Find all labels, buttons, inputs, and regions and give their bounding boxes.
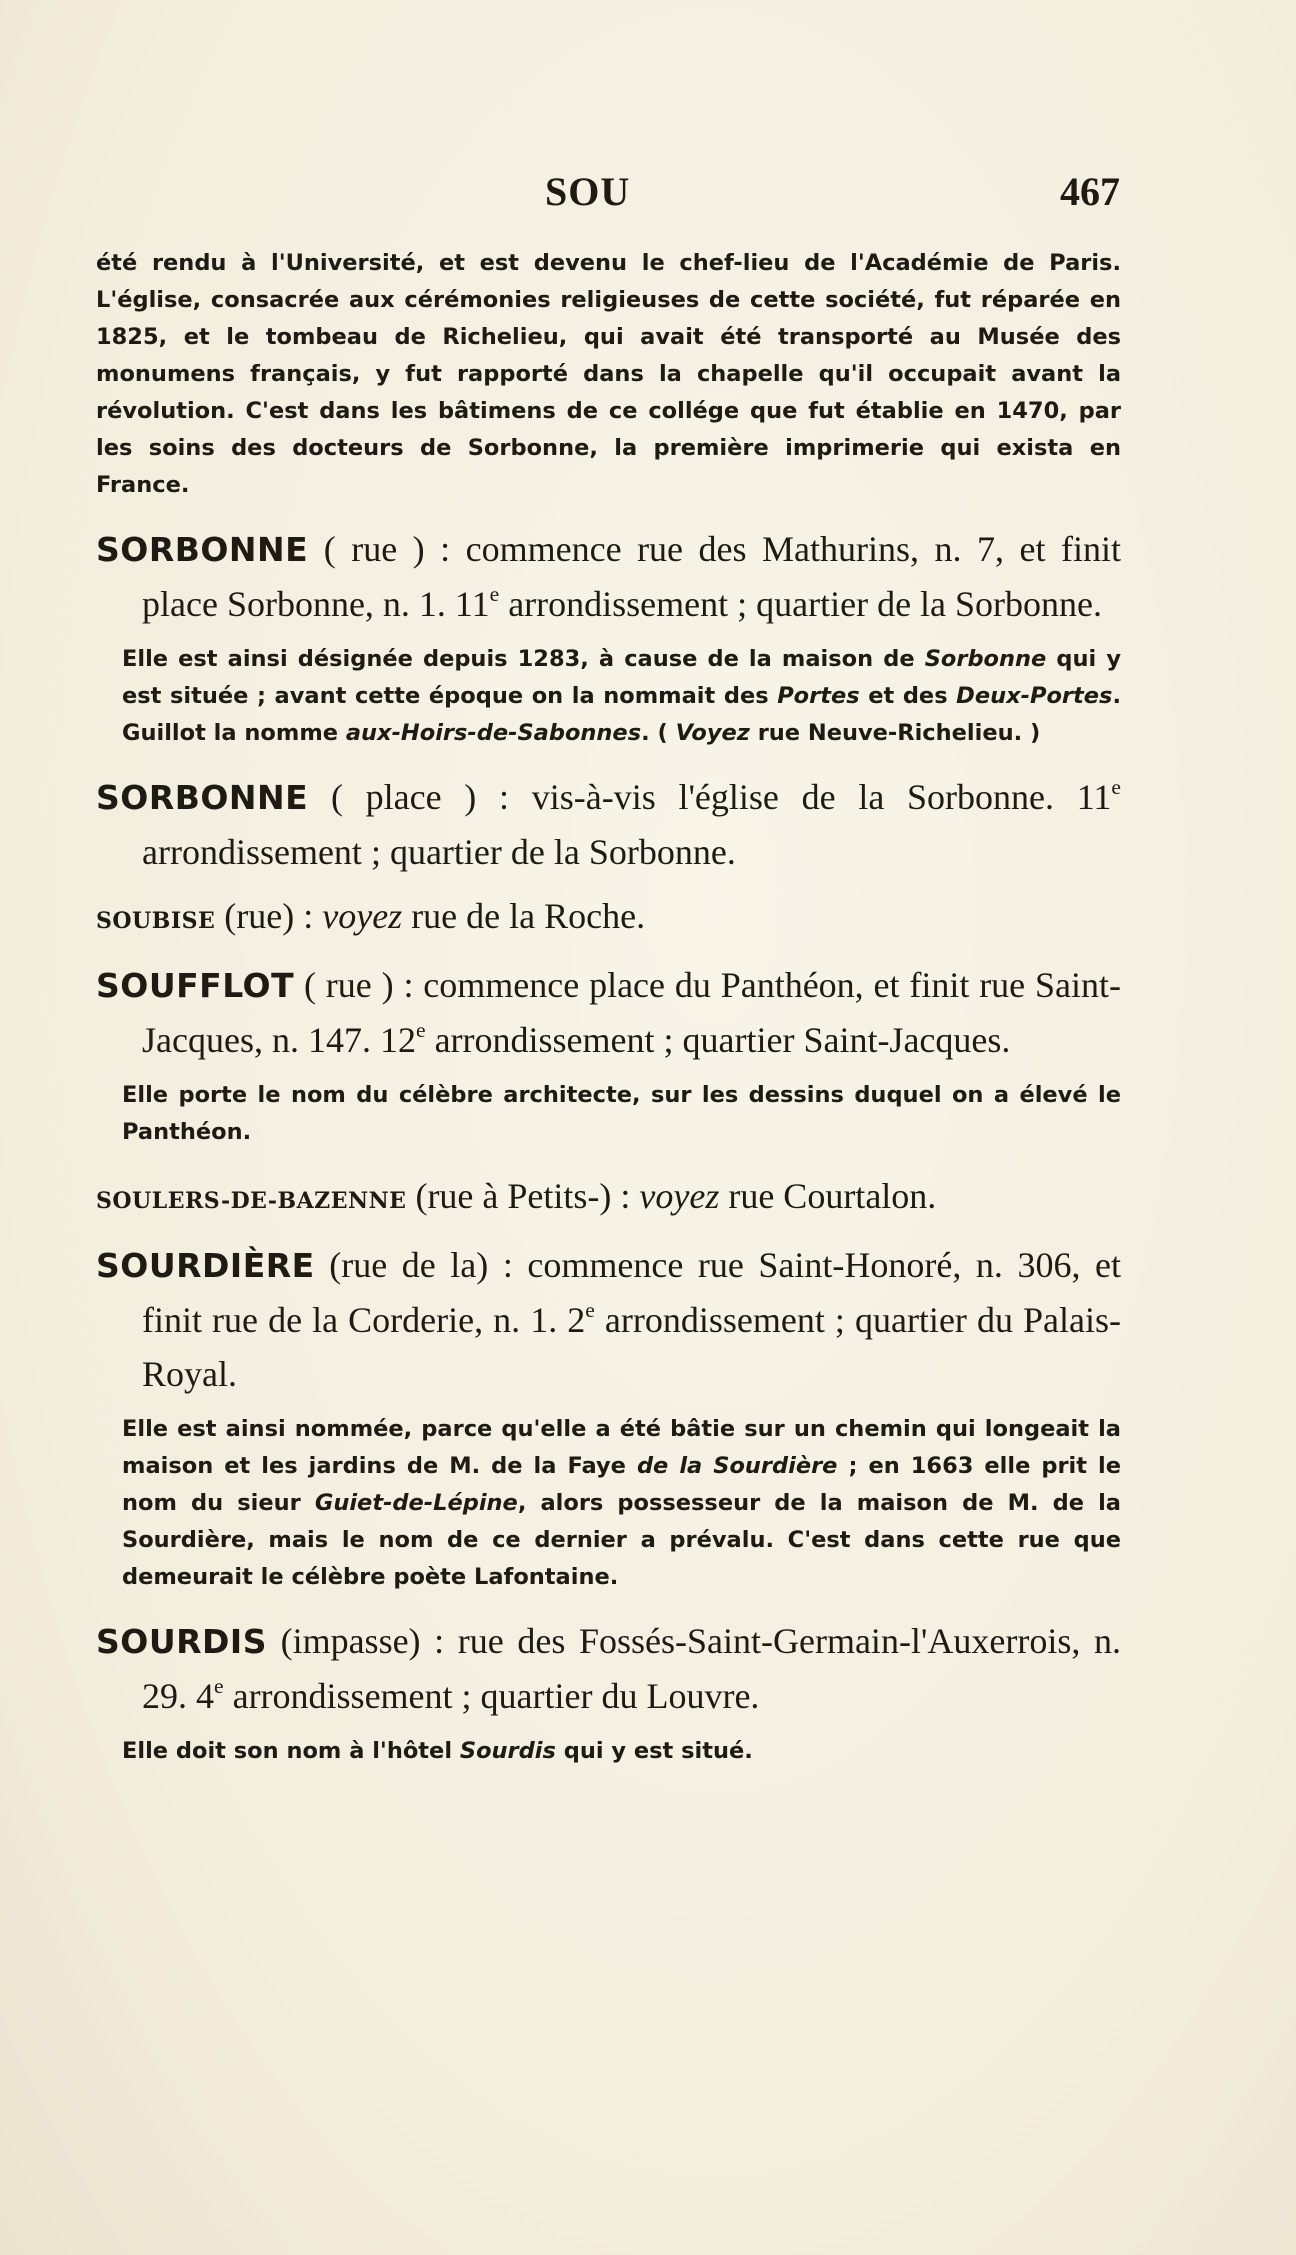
entry-note: Elle doit son nom à l'hôtel Sourdis qui y est situé. — [122, 1738, 753, 1764]
entry-headword: SOURDIS — [96, 1622, 267, 1661]
entry-sorbonne-place: SORBONNE ( place ) : vis-à-vis l'église de la Sorbonne. 11e arrondissement ; quartier de la Sorbonne. — [96, 774, 1121, 872]
entry-headword: SOUFFLOT — [96, 966, 295, 1005]
entry-sourdis: SOURDIS (impasse) : rue des Fossés-Saint-Germain-l'Auxerrois, n. 29. 4e arrondissement ; quartier du Louvre. — [96, 1621, 1121, 1716]
entry-note: Elle est ainsi désignée depuis 1283, à cause de la maison de Sorbonne qui y est située ; avant cette époque on la nommait des Portes et des Deux-Portes. Guillot la nomme aux-Hoirs-de-Sabonnes. ( Voyez rue Neuve-Richelieu. ) — [122, 646, 1122, 746]
entry-sourdiere: SOURDIÈRE (rue de la) : commence rue Saint-Honoré, n. 306, et finit rue de la Corderie, n. 1. 2e arrondissement ; quartier du Palais-Royal. — [96, 1245, 1121, 1394]
page-body — [96, 245, 1121, 1770]
entry-note: Elle est ainsi nommée, parce qu'elle a été bâtie sur un chemin qui longeait la maison et les jardins de M. de la Faye de la Sourdière ; en 1663 elle prit le nom du sieur Guiet-de-Lépine, alors possesseur de la maison de M. de la Sourdière, mais le nom de ce dernier a prévalu. C'est dans cette rue que demeurait le célèbre poète Lafontaine. — [122, 1416, 1122, 1590]
entry-note: Elle porte le nom du célèbre architecte, sur les dessins duquel on a élevé le Panthéon. — [122, 1082, 1121, 1145]
entry-soulers-de-bazenne: SOULERS-DE-BAZENNE (rue à Petits-) : voyez rue Courtalon. — [96, 1176, 937, 1216]
page-number: 467 — [1060, 169, 1120, 214]
page-header — [110, 168, 1120, 218]
entry-soubise: SOUBISE (rue) : voyez rue de la Roche. — [96, 896, 646, 936]
entry-soufflot: SOUFFLOT ( rue ) : commence place du Panthéon, et finit rue Saint-Jacques, n. 147. 12e arrondissement ; quartier Saint-Jacques. — [96, 965, 1121, 1060]
continued-paragraph: été rendu à l'Université, et est devenu le chef-lieu de l'Académie de Paris. L'église, consacrée aux cérémonies religieuses de cette société, fut réparée en 1825, et le tombeau de Richelieu, qui avait été transporté au Musée des monumens français, y fut rapporté dans la chapelle qu'il occupait avant la révolution. C'est dans les bâtimens de ce collége que fut établie en 1470, par les soins des docteurs de Sorbonne, la première imprimerie qui exista en France. — [96, 250, 1121, 498]
entry-headword: SORBONNE — [96, 778, 309, 817]
running-head: SOU — [545, 169, 631, 214]
entry-headword: SOURDIÈRE — [96, 1246, 315, 1285]
entry-headword: SOULERS-DE-BAZENNE — [96, 1188, 407, 1214]
entry-headword: SORBONNE — [96, 530, 309, 569]
entry-headword: SOUBISE — [96, 908, 216, 934]
entry-sorbonne-rue: SORBONNE ( rue ) : commence rue des Mathurins, n. 7, et finit place Sorbonne, n. 1. 11e arrondissement ; quartier de la Sorbonne. — [96, 529, 1121, 624]
